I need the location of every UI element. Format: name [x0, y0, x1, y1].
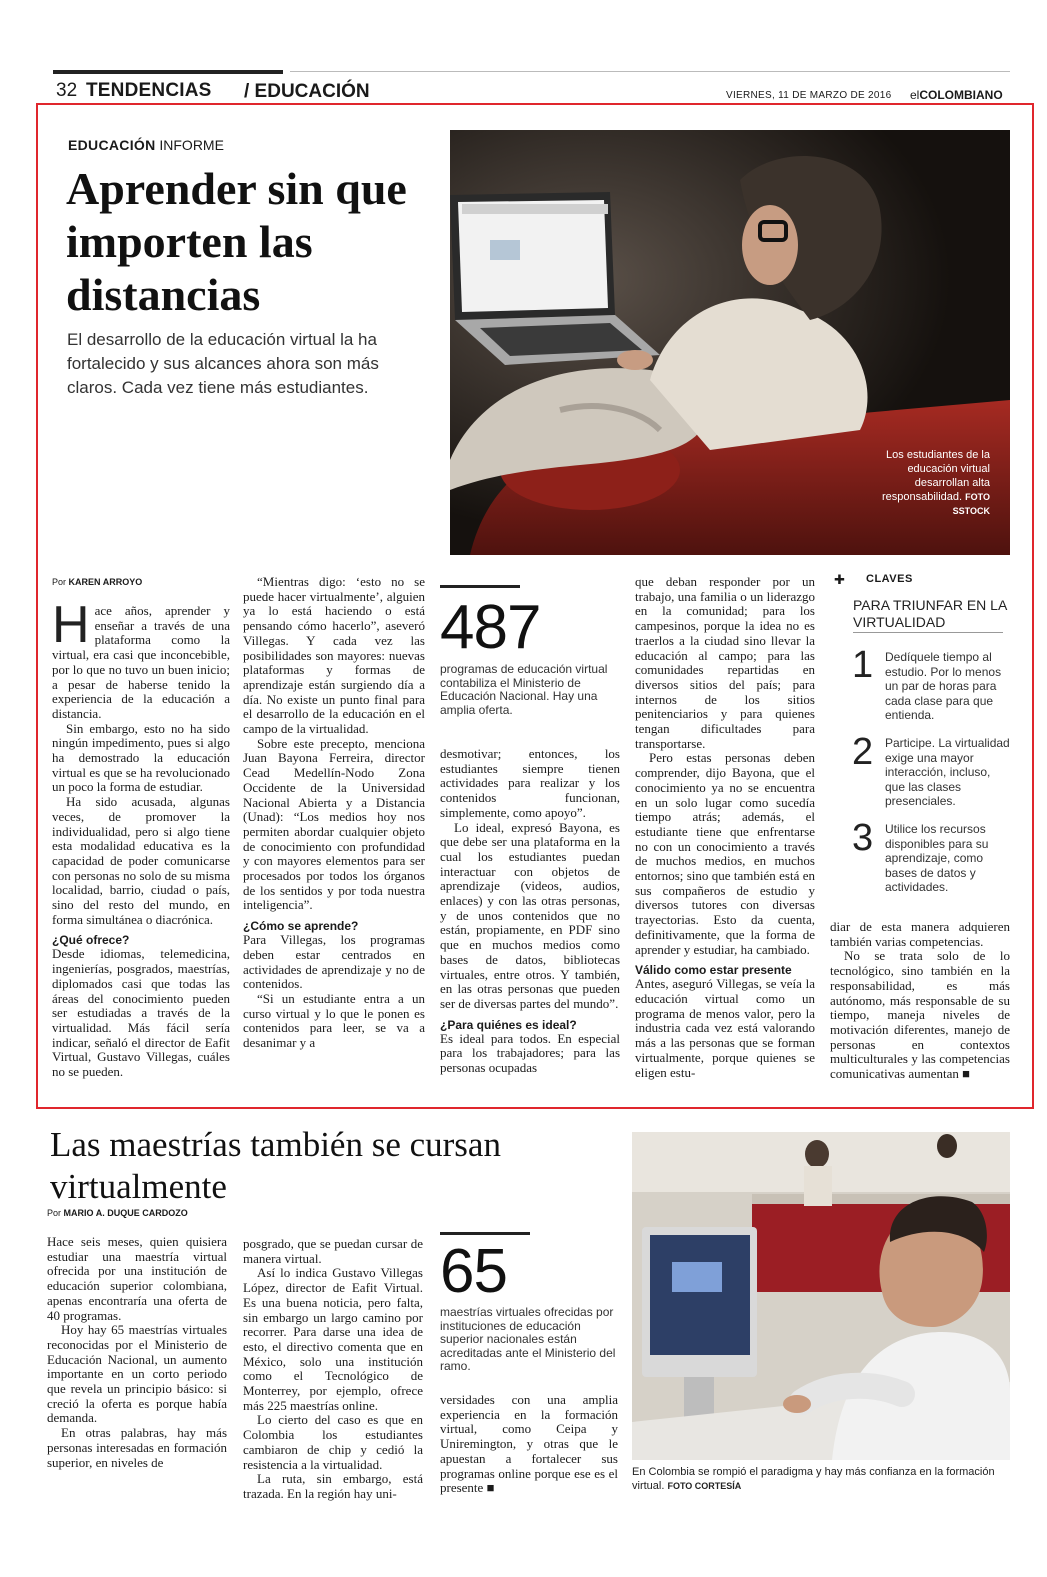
claves-title: PARA TRIUNFAR EN LA VIRTUALIDAD	[853, 597, 1007, 630]
stat-rule-2	[440, 1232, 530, 1235]
drop-cap: H	[52, 596, 90, 654]
clave-text-1: Dedíquele tiempo al estudio. Por lo menos un par de horas para cada clase para que entienda.	[885, 650, 1002, 722]
paragraph: Hace seis meses, quien quisiera estudiar una maestría virtual ofrecida por una institución de educación superior colombiana, apenas encontraría una oferta de 40 programas.	[47, 1234, 227, 1323]
byline-prefix: Por	[52, 577, 67, 587]
paragraph: Desde idiomas, telemedicina, ingenierías, posgrados, maestrías, diplomados casi que todas las áreas del conocimiento pueden ser estudiadas a través de la virtualidad. Más fácil sería indicar, señaló el director de Eafit Virtual, Gustavo Villegas, cuáles no se pueden.	[52, 946, 230, 1080]
photo2-illustration	[632, 1132, 1010, 1460]
article-dek: El desarrollo de la educación virtual la ha fortalecido y sus alcances ahora son más claros. Cada vez tiene más estudiantes.	[67, 330, 379, 397]
newspaper-prefix: el	[910, 88, 920, 102]
end-mark: ■	[962, 1066, 970, 1082]
subhead-que-ofrece: ¿Qué ofrece?	[52, 933, 130, 948]
paragraph: “Mientras digo: ‘esto no se puede hacer virtualmente’, alguien ya lo está haciendo o está pensando cómo hacerlo”, aseveró Villegas. Y cada vez las posibilidades son mayores: nuevas plataformas y formas de aprendizaje están surgiendo día a día. No existe un punto final para el desarrollo de la educación en el campo de la virtualidad.	[243, 574, 425, 737]
article-kicker	[68, 137, 224, 153]
paragraph: Pero estas personas deben comprender, dijo Bayona, que el conocimiento ya no se encuentra en un solo lugar como sucedía tiempo atrás; además, el estudiante tiene que enfrentarse no con un conocimiento a través de muchos medios, en muchos entornos; sino que también está en sus compañeros de estudio y diversos tutores con diversas trayectorias. Esto da cuenta, definitivamente, que la forma de aprender y estudiar, ha cambiado.	[635, 750, 815, 957]
subsection-name: / EDUCACIÓN	[244, 81, 370, 102]
byline-prefix: Por	[47, 1208, 62, 1218]
paragraph-text: versidades con una amplia experiencia en la formación virtual, como Ceipa y Uniremington, y otras que le apuestan a fortalecer sus programas online porque ese es el presente	[440, 1392, 618, 1496]
photo-caption	[860, 448, 990, 518]
clave-number-1: 1	[852, 644, 874, 686]
paragraph: Así lo indica Gustavo Villegas López, director de Eafit Virtual. Es una buena noticia, pero falta, sin embargo un largo camino por recorrer. Para darse una idea de esto, el directivo comenta que en México, solo una institución como el Tecnológico de Monterrey, por ejemplo, ofrece más 225 maestrías online.	[243, 1265, 423, 1413]
paragraph-intro	[52, 596, 230, 722]
header-rule-thin	[290, 71, 1010, 72]
paragraph: Lo cierto del caso es que en Colombia los estudiantes cambiaron de chip y cedió la resistencia a la virtualidad.	[243, 1412, 423, 1472]
newspaper-name	[910, 88, 1003, 102]
column-3	[440, 747, 620, 1076]
photo2-credit: FOTO CORTESÍA	[667, 1481, 742, 1491]
newspaper-title: COLOMBIANO	[919, 88, 1003, 102]
paragraph: Lo ideal, expresó Bayona, es que debe ser una plataforma en la cual los estudiantes puedan interactuar con objetos de aprendizaje (videos, audios, enlaces) y con las otras personas, y de unos contenidos que no están, propiamente, en PDF sino que en muchos medios como bases de datos, bibliotecas virtuales, entre otros. Y también, en las otras personas que pueden ser de diversas partes del mundo”.	[440, 819, 620, 1011]
clave-number-2: 2	[852, 731, 874, 773]
clave-text-2: Participe. La virtualidad exige una mayor interacción, incluso, que las clases presenciales.	[885, 736, 1010, 808]
paragraph: La ruta, sin embargo, está trazada. En la región hay uni-	[243, 1471, 423, 1501]
column-4	[635, 575, 815, 1080]
subhead-para-quienes: ¿Para quiénes es ideal?	[440, 1017, 577, 1032]
header-rule-thick	[53, 70, 283, 74]
section-name: TENDENCIAS	[86, 80, 212, 101]
claves-label: CLAVES	[866, 573, 913, 585]
photo-man-computer	[632, 1132, 1010, 1460]
photo2-caption-text: En Colombia se rompió el paradigma y hay más confianza en la formación virtual.	[632, 1466, 995, 1492]
stat-number-487: 487	[440, 593, 541, 662]
paragraph: desmotivar; entonces, los estudiantes siempre tienen actividades para realizar y los contenidos funcionan, simplemente, como apoyo”.	[440, 746, 620, 820]
paragraph: Sobre este precepto, menciona Juan Bayona Ferreira, director Cead Medellín-Nodo Zona Occidente de la Universidad Nacional Abierta y a Distancia (Unad): “Los medios hoy nos permiten abordar cualquier objeto de conocimiento con profundidad y con mayores elementos para ser procesados por todos los órganos de los sentidos y por toda nuestra inteligencia”.	[243, 735, 425, 913]
column-5	[830, 920, 1010, 1082]
paragraph: posgrado, que se puedan cursar de manera virtual.	[243, 1236, 423, 1266]
end-mark: ■	[486, 1480, 495, 1496]
paragraph: Sin embargo, esto no ha sido ningún impedimento, pues si algo ha demostrado la educación virtual es que se ha revolucionado un poco la forma de estudiar.	[52, 720, 230, 795]
paragraph: En otras palabras, hay más personas interesadas en formación superior, en niveles de	[47, 1425, 227, 1470]
column-2c	[440, 1393, 618, 1496]
subhead-valido: Válido como estar presente	[635, 963, 792, 978]
subhead-como-se-aprende: ¿Cómo se aprende?	[243, 919, 359, 934]
second-headline: Las maestrías también se cursan virtualmente	[50, 1125, 501, 1206]
issue-date: VIERNES, 11 DE MARZO DE 2016	[726, 90, 892, 101]
stat-description-2: maestrías virtuales ofrecidas por instituciones de educación superior nacionales están acreditadas ante el Ministerio del ramo.	[440, 1305, 616, 1373]
column-2	[243, 575, 425, 1051]
photo-credit: FOTO SSTOCK	[952, 492, 990, 516]
clave-number-3: 3	[852, 817, 874, 859]
paragraph: Antes, aseguró Villegas, se veía la educación virtual como un programa de menos valor, pero la industria cada vez está valorando más a las personas que se forman virtualmente, porque quienes se eligen estu-	[635, 976, 815, 1080]
paragraph-text: No se trata solo de lo tecnológico, sino también en la responsabilidad, es más autónomo, más responsable de su tiempo, maneja niveles de motivación diferentes, manejo de personas en contextos multiculturales y las competencias comunicativas aumentan	[830, 948, 1010, 1082]
byline	[52, 577, 142, 587]
kicker-section: EDUCACIÓN	[68, 137, 156, 153]
stat-description: programas de educación virtual contabiliza el Ministerio de Educación Nacional. Hay una amplia oferta.	[440, 662, 608, 717]
byline-author: MARIO A. DUQUE CARDOZO	[63, 1208, 188, 1218]
photo2-caption	[632, 1465, 1012, 1493]
kicker-type: INFORME	[159, 137, 224, 153]
main-headline: Aprender sin que importen las distancias	[66, 163, 407, 320]
column-2b	[243, 1237, 423, 1502]
paragraph: “Si un estudiante entra a un curso virtual y lo que le ponen es contenidos para leer, se va a desanimar y a	[243, 990, 425, 1051]
page-number: 32	[56, 80, 78, 101]
byline-2	[47, 1208, 188, 1218]
byline-author: KAREN ARROYO	[68, 577, 143, 587]
paragraph: diar de esta manera adquieren también varias competencias.	[830, 919, 1010, 949]
paragraph-text: ace años, aprender y enseñar a través de una plataforma como la virtual, era casi que inconcebible, por lo que no tuvo un buen inicio; a pesar de haberse tenido la experiencia de la educación a distancia.	[52, 603, 230, 721]
paragraph: Para Villegas, los programas deben estar centrados en actividades de aprendizaje y no de contenidos.	[243, 932, 425, 992]
claves-rule	[853, 632, 1003, 633]
photo-caption-text: Los estudiantes de la educación virtual desarrollan alta responsabilidad.	[881, 449, 990, 503]
paragraph: que deban responder por un trabajo, una familia o un liderazgo en la comunidad; para los campesinos, porque la idea no es traerlos a la ciudad sino llevar la educación al campo; para las comunidades repartidas en diversos sitios del país; para internos de los sitios penitenciarios y para quienes tengan dificultades para transportarse.	[635, 574, 815, 751]
column-1	[52, 596, 230, 1080]
claves-icon: ✚	[834, 572, 845, 587]
paragraph: Ha sido acusada, algunas veces, de promover la individualidad, pero si algo tiene esta modalidad educativa es la capacidad de poder comunicarse con personas no solo de su misma localidad, barrio, ciudad o país, sino del resto del mundo, en forma simultánea o diacrónica.	[52, 794, 230, 927]
column-2a	[47, 1235, 227, 1470]
clave-text-3: Utilice los recursos disponibles para su aprendizaje, como bases de datos y actividades.	[885, 822, 989, 894]
paragraph-final	[440, 1393, 618, 1496]
stat-number-65: 65	[440, 1237, 507, 1306]
stat-rule	[440, 585, 520, 588]
paragraph: Hoy hay 65 maestrías virtuales reconocidas por el Ministerio de Educación Nacional, un aumento importante en un corto periodo que revela un principio básico: si creció la oferta es porque había demanda.	[47, 1322, 227, 1426]
paragraph: Es ideal para todos. En especial para los trabajadores; para las personas ocupadas	[440, 1030, 620, 1076]
paragraph-final	[830, 949, 1010, 1081]
